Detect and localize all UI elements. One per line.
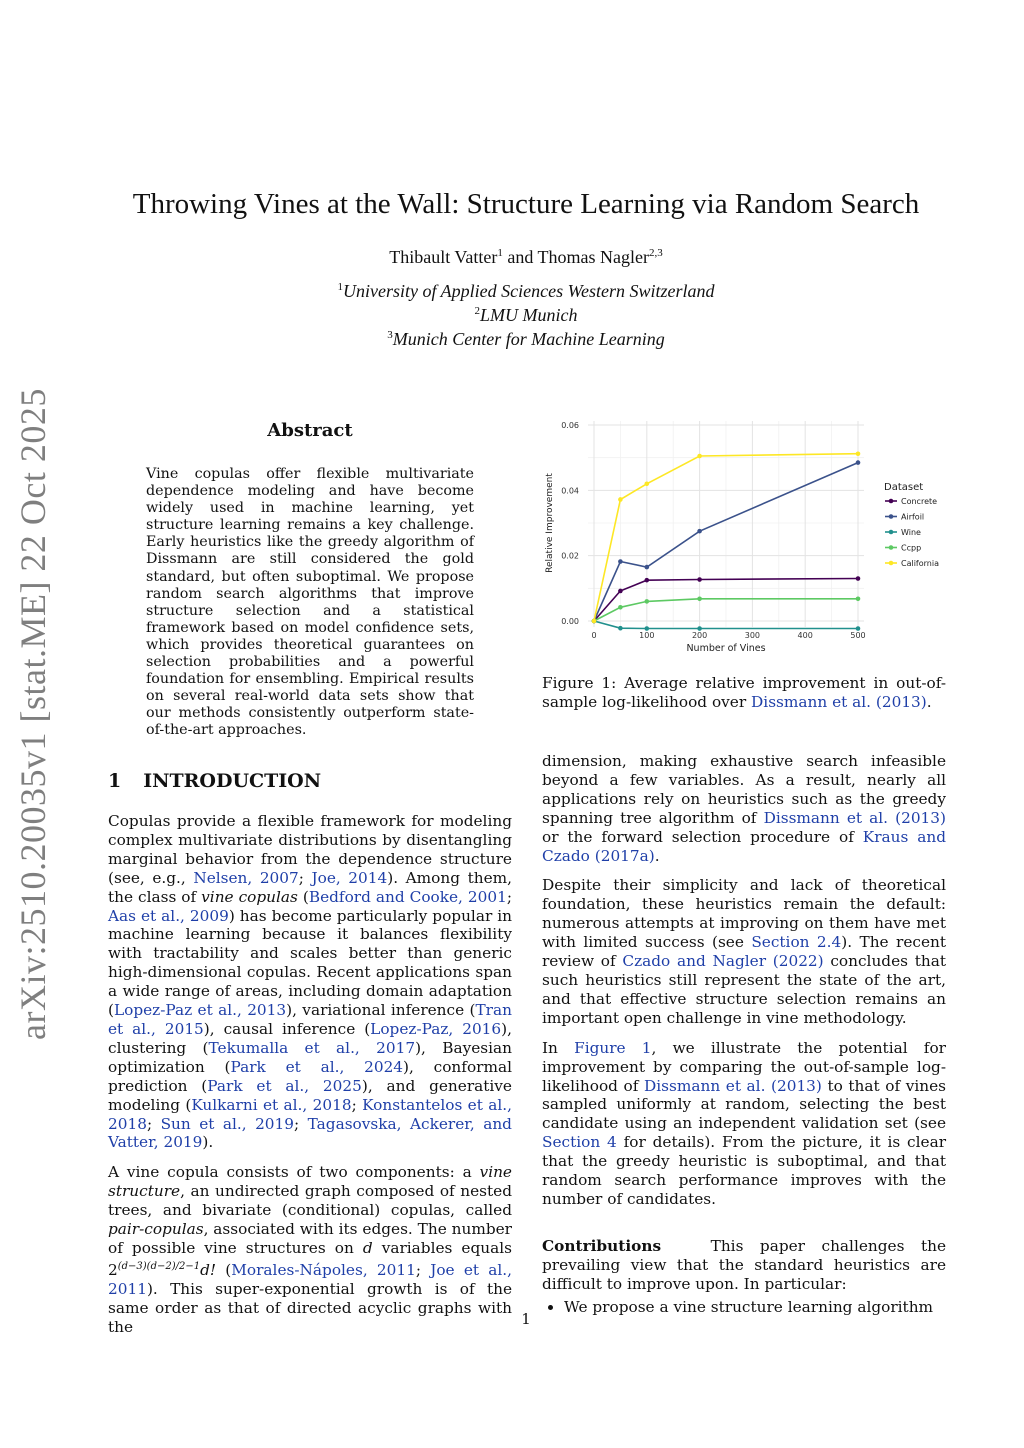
intro-paragraph-3 (542, 752, 946, 865)
affiliation-1 (0, 281, 1024, 302)
intro-paragraph-5 (542, 1039, 946, 1209)
chart-x-tick-label: 0 (591, 631, 597, 640)
arxiv-stamp: arXiv:2510.20035v1 [stat.ME] 22 Oct 2025 (13, 388, 53, 1040)
chart-point-california (856, 451, 861, 456)
citation-dissmann-2013-b[interactable]: Dissmann et al. (2013) (644, 1076, 822, 1095)
emphasis-vine-structure: vine structure (108, 1163, 512, 1201)
citation-park-2025[interactable]: Park et al., 2025 (207, 1076, 362, 1095)
figure-1-caption-citation[interactable]: Dissmann et al. (2013) (751, 692, 927, 711)
chart-point-wine (618, 626, 623, 631)
chart-y-axis-label: Relative Improvement (545, 473, 555, 573)
chart-point-california (618, 497, 623, 502)
chart-point-ccpp (697, 596, 702, 601)
citation-aas-2009[interactable]: Aas et al., 2009 (108, 906, 229, 925)
chart-legend-entry: Wine (901, 528, 921, 537)
emphasis-pair-copulas: pair-copulas (108, 1220, 204, 1239)
citation-konstantelos-2018[interactable]: Konstantelos et al., 2018 (108, 1095, 512, 1133)
citation-tran-2015[interactable]: Tran et al., 2015 (108, 1001, 512, 1038)
section-1-title: INTRODUCTION (143, 770, 322, 792)
chart-x-tick-label: 200 (691, 631, 708, 640)
chart-point-airfoil (645, 565, 650, 570)
author-vatter: Thibault Vatter (389, 247, 498, 267)
chart-point-ccpp (856, 596, 861, 601)
chart-y-ticks (561, 421, 579, 626)
chart-point-airfoil (618, 559, 623, 564)
text-run: , associated with its edges. The number of possible vine structures on (108, 1220, 512, 1257)
chart-point-ccpp (645, 599, 650, 604)
citation-tagasovska-2019[interactable]: Tagasovska, Ackerer, and Vatter, 2019 (108, 1114, 512, 1152)
text-run: ; (298, 868, 312, 887)
chart-point-california (592, 619, 597, 624)
chart-x-axis-label: Number of Vines (686, 643, 766, 654)
affiliation-1-name: University of Applied Sciences Western Switzerland (343, 281, 715, 301)
text-run: ) has become particularly popular in machine learning because it balances flexibility with tractability and scales better than generic high-dimensional copulas. Recent applications span a wide range of areas, including domain adaptation ( (108, 906, 512, 1020)
text-run: , we illustrate the potential for improvement by comparing the out-of-sample log-likelihood of (542, 1038, 946, 1095)
chart-x-tick-label: 100 (639, 631, 655, 640)
text-run: , an undirected graph composed of nested trees, and bivariate (conditional) copulas, called (108, 1182, 512, 1220)
text-run: Despite their simplicity and lack of theoretical foundation, these heuristics remain the default: numerous attempts at improving on them have met with limited success (see (542, 876, 946, 952)
left-column (108, 812, 512, 1348)
text-run: ), clustering ( (108, 1019, 512, 1057)
chart-x-tick-label: 300 (744, 631, 761, 640)
text-run: concludes that such heuristics still represent the state of the art, and that effective structure selection remains an important open challenge in vine methodology. (542, 952, 946, 1027)
ref-section-4[interactable]: Section 4 (542, 1133, 617, 1152)
section-1-heading (108, 770, 321, 792)
citation-nelsen-2007[interactable]: Nelsen, 2007 (193, 868, 299, 887)
chart-legend-marker (889, 530, 894, 535)
chart-legend-marker (889, 499, 894, 504)
intro-paragraph-4 (542, 876, 946, 1027)
text-run: ), and generative modeling ( (108, 1076, 512, 1114)
citation-lopez-paz-2013[interactable]: Lopez-Paz et al., 2013 (113, 1001, 287, 1020)
text-run: ). Among them, the class of (108, 868, 512, 906)
contributions-paragraph (542, 1236, 951, 1294)
author-nagler: Thomas Nagler (537, 247, 650, 267)
paper-title: Throwing Vines at the Wall: Structure Learning via Random Search (132, 188, 920, 220)
citation-joe-2011[interactable]: Joe et al., 2011 (108, 1260, 512, 1298)
text-run: or the forward selection procedure of (542, 827, 863, 846)
chart-x-ticks (591, 631, 865, 640)
affiliation-2-marker: 2 (474, 305, 480, 317)
text-run: dimension, making exhaustive search infeasible beyond a few variables. As a result, nearly all applications rely on heuristics such as the greedy spanning tree algorithm of (542, 752, 946, 827)
chart-point-concrete (618, 589, 623, 594)
chart-point-california (645, 482, 650, 487)
chart-point-ccpp (618, 605, 623, 610)
author-nagler-affiliation: 2,3 (649, 247, 663, 259)
affiliation-1-marker: 1 (337, 281, 344, 293)
text-run: for details). From the picture, it is clear that the greedy heuristic is suboptimal, and that random search performance improves with the number of candidates. (542, 1133, 947, 1208)
citation-kulkarni-2018[interactable]: Kulkarni et al., 2018 (191, 1095, 352, 1114)
text-run: In (542, 1038, 575, 1057)
text-run: to that of vines sampled uniformly at random, selecting the best candidate using an independent validation set (see (542, 1076, 946, 1133)
text-run: ), Bayesian optimization ( (108, 1038, 512, 1076)
chart-point-concrete (645, 578, 650, 583)
text-run: ; (294, 1114, 308, 1133)
chart-legend-marker (889, 514, 894, 519)
citation-dissmann-2013[interactable]: Dissmann et al. (2013) (763, 808, 946, 827)
chart-legend-entry: Airfoil (901, 512, 925, 522)
affiliation-2 (0, 305, 1024, 326)
text-run: Copulas provide a flexible framework for modeling complex multivariate distributions by disentangling marginal behavior from the dependence structure (see, e.g., (108, 812, 512, 887)
text-run: ; (351, 1095, 363, 1114)
figure-1-caption (542, 674, 946, 712)
figure-1-caption-end: . (926, 692, 932, 711)
text-run: ( (216, 1260, 232, 1279)
chart-y-tick-label: 0.04 (561, 486, 579, 496)
figure-1-caption-text: Average relative improvement in out-of-sample log-likelihood over (542, 674, 947, 711)
text-run: ). (202, 1133, 214, 1152)
contributions-heading: Contributions (542, 1236, 662, 1255)
chart-point-airfoil (697, 529, 702, 534)
emphasis-vine-copulas: vine copulas (201, 887, 298, 906)
chart-legend-entry: Concrete (901, 497, 938, 506)
citation-tekumalla-2017[interactable]: Tekumalla et al., 2017 (208, 1038, 416, 1057)
intro-paragraph-1 (108, 812, 512, 1152)
chart-point-concrete (856, 576, 861, 581)
author-conjunction: and (502, 247, 538, 267)
chart-x-tick-label: 400 (797, 631, 813, 640)
contribution-item: • We propose a vine structure learning algorithm (564, 1298, 946, 1317)
chart-legend (884, 482, 939, 568)
figure-1-chart (530, 410, 960, 660)
chart-legend-marker (889, 561, 894, 566)
chart-point-wine (697, 626, 702, 631)
chart-y-tick-label: 0.00 (561, 617, 579, 626)
citation-czado-nagler-2022[interactable]: Czado and Nagler (2022) (622, 952, 824, 971)
text-run: A vine copula consists of two components: a (108, 1163, 480, 1182)
right-column (542, 752, 951, 1316)
affiliation-3-marker: 3 (387, 329, 393, 341)
text-run: ( (297, 887, 309, 906)
chart-legend-entry: California (901, 559, 939, 568)
citation-bedford-cooke-2001[interactable]: Bedford and Cooke, 2001 (308, 887, 507, 906)
text-run: ; (506, 887, 512, 906)
text-run: variables equals 2 (108, 1238, 512, 1279)
text-run: . (654, 846, 660, 865)
math-factorial: d! (200, 1260, 217, 1279)
abstract-heading: Abstract (267, 420, 353, 441)
page-number: 1 (521, 1310, 531, 1328)
text-run: ). This super-exponential growth is of the same order as that of directed acyclic graphs with the (108, 1279, 512, 1336)
text-run: ), variational inference ( (286, 1001, 476, 1020)
chart-point-concrete (697, 577, 702, 582)
abstract-body: Vine copulas offer flexible multivariate dependence modeling and have become widely used in machine learning, yet structure learning remains a key challenge. Early heuristics like the greedy algorithm of Dissmann are still considered the gold standard, but often suboptimal. We propose random search algorithms that improve structure selection and a statistical framework based on model confidence sets, which provides theoretical guarantees on selection probabilities and a powerful foundation for ensembling. Empirical results on several real-world data sets show that our methods consistently outperform state-of-the-art approaches. (146, 466, 474, 739)
chart-grid (588, 421, 864, 627)
chart-x-tick-label: 500 (850, 631, 866, 640)
citation-joe-2014[interactable]: Joe, 2014 (311, 868, 388, 887)
author-line (0, 247, 1024, 268)
section-1-number: 1 (108, 770, 122, 792)
chart-point-wine (856, 626, 861, 631)
citation-sun-2019[interactable]: Sun et al., 2019 (160, 1114, 295, 1133)
chart-point-airfoil (856, 460, 861, 465)
citation-kraus-czado-2017a[interactable]: Kraus and Czado (2017a) (542, 827, 946, 865)
affiliation-2-name: LMU Munich (480, 305, 578, 325)
citation-park-2024[interactable]: Park et al., 2024 (230, 1057, 404, 1076)
text-run: This paper challenges the prevailing view that the standard heuristics are difficult to improve upon. In particular: (542, 1236, 951, 1293)
text-run: ; (146, 1114, 161, 1133)
text-run: ), conformal prediction ( (108, 1057, 512, 1095)
citation-lopez-paz-2016[interactable]: Lopez-Paz, 2016 (370, 1019, 502, 1038)
ref-figure-1[interactable]: Figure 1 (574, 1038, 652, 1057)
text-run: ), causal inference ( (203, 1019, 371, 1038)
text-run: ; (415, 1260, 431, 1279)
chart-y-tick-label: 0.06 (561, 421, 579, 430)
chart-y-tick-label: 0.02 (561, 551, 579, 561)
chart-legend-title: Dataset (884, 482, 924, 493)
math-exponent: (d−3)(d−2)/2−1 (117, 1260, 201, 1272)
text-run: ). The recent review of (542, 933, 946, 971)
citation-morales-napoles-2011[interactable]: Morales-Nápoles, 2011 (231, 1260, 416, 1279)
chart-point-wine (645, 626, 650, 631)
affiliation-3 (0, 329, 1024, 350)
chart-point-california (697, 454, 702, 459)
ref-section-2-4[interactable]: Section 2.4 (751, 933, 842, 952)
chart-legend-entry: Ccpp (901, 543, 922, 553)
affiliation-3-name: Munich Center for Machine Learning (392, 329, 665, 349)
chart-legend-marker (889, 545, 894, 550)
figure-1-label: Figure 1: (542, 674, 617, 692)
math-variable-d: d (362, 1238, 373, 1257)
author-vatter-affiliation: 1 (497, 247, 503, 259)
